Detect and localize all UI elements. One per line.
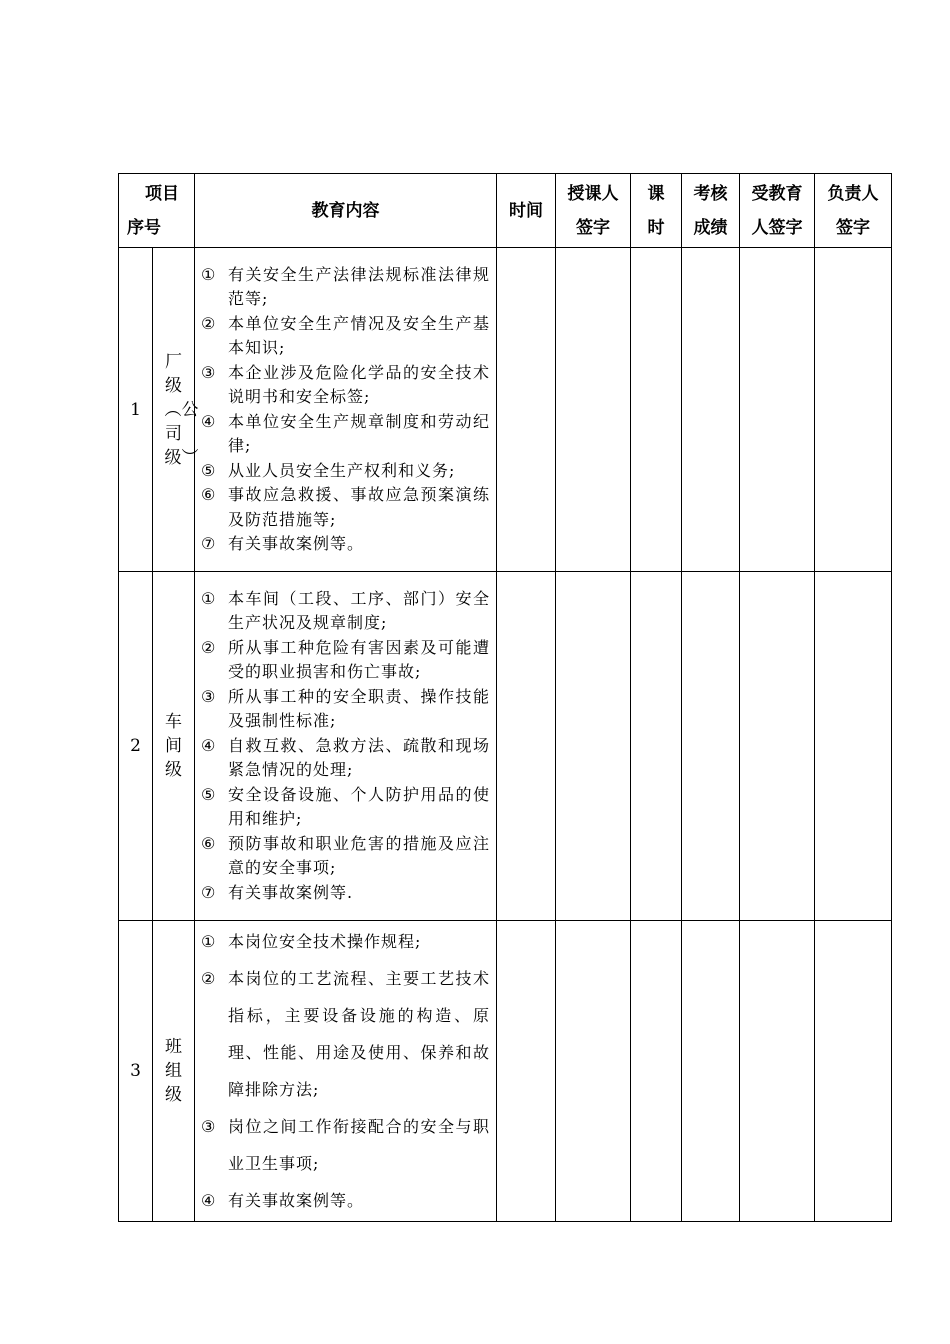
item-marker: ⑥ — [201, 485, 217, 504]
row-number: 1 — [119, 248, 153, 572]
row-level — [153, 572, 195, 921]
header-teacher-line2: 签字 — [576, 217, 610, 238]
hours-cell[interactable] — [631, 921, 682, 1222]
item-marker: ① — [201, 264, 217, 284]
table-row — [119, 921, 892, 1222]
header-hours-line2: 时 — [647, 217, 665, 238]
header-teacher-signature — [556, 174, 631, 248]
time-cell[interactable] — [497, 921, 556, 1222]
list-item — [201, 263, 490, 312]
item-marker: ② — [201, 969, 217, 988]
list-item — [201, 587, 490, 636]
item-text: 有关事故案例等。 — [228, 1191, 365, 1210]
list-item — [201, 960, 490, 1108]
exam-score-cell[interactable] — [682, 248, 740, 572]
teacher-signature-cell[interactable] — [556, 572, 631, 921]
item-text: 有关事故案例等。 — [228, 534, 365, 553]
item-text: 所从事工种的安全职责、操作技能及强制性标准; — [228, 686, 490, 731]
hours-cell[interactable] — [631, 248, 682, 572]
list-item — [201, 410, 490, 459]
list-item — [201, 1182, 490, 1219]
exam-score-cell[interactable] — [682, 572, 740, 921]
item-text: 所从事工种危险有害因素及可能遭受的职业损害和伤亡事故; — [228, 637, 490, 682]
teacher-signature-cell[interactable] — [556, 248, 631, 572]
list-item — [201, 923, 490, 960]
row-level-text: 班组级 — [165, 1037, 182, 1105]
row-level-text: 车间级 — [165, 712, 182, 780]
item-marker: ① — [201, 932, 217, 951]
header-hours-line1: 课 — [647, 183, 665, 204]
trainee-signature-cell[interactable] — [740, 248, 815, 572]
item-text: 事故应急救援、事故应急预案演练及防范措施等; — [228, 485, 490, 529]
item-text: 本车间（工段、工序、部门）安全生产状况及规章制度; — [228, 588, 490, 633]
item-text: 岗位之间工作衔接配合的安全与职业卫生事项; — [228, 1117, 490, 1173]
header-exam-line1: 考核 — [693, 183, 728, 204]
list-item — [201, 1108, 490, 1182]
item-text: 本单位安全生产规章制度和劳动纪律; — [228, 411, 490, 455]
item-text: 本岗位安全技术操作规程; — [228, 932, 422, 951]
item-marker: ③ — [201, 362, 217, 382]
item-marker: ② — [201, 313, 217, 333]
header-exam-score — [682, 174, 740, 248]
item-text: 本单位安全生产情况及安全生产基本知识; — [228, 313, 490, 357]
row-level-text: 厂级︵公司级︶ — [164, 351, 199, 468]
list-item — [201, 312, 490, 361]
manager-signature-cell[interactable] — [815, 572, 892, 921]
item-text: 有关事故案例等. — [228, 882, 354, 902]
header-exam-line2: 成绩 — [693, 217, 728, 238]
list-item — [201, 734, 490, 783]
item-marker: ⑦ — [201, 882, 217, 902]
item-text: 本企业涉及危险化学品的安全技术说明书和安全标签; — [228, 362, 490, 406]
table-row — [119, 248, 892, 572]
time-cell[interactable] — [497, 248, 556, 572]
trainee-signature-cell[interactable] — [740, 572, 815, 921]
time-cell[interactable] — [497, 572, 556, 921]
list-item — [201, 685, 490, 734]
item-marker: ② — [201, 637, 217, 657]
item-marker: ③ — [201, 686, 217, 706]
item-marker: ① — [201, 588, 217, 608]
row-level — [153, 248, 199, 572]
list-item — [201, 783, 490, 832]
item-text: 安全设备设施、个人防护用品的使用和维护; — [228, 784, 490, 829]
list-item — [201, 483, 490, 532]
header-teacher-line1: 授课人 — [567, 183, 619, 204]
item-marker: ⑤ — [201, 460, 217, 480]
list-item — [201, 636, 490, 685]
header-trainee-line2: 人签字 — [751, 217, 803, 238]
item-marker: ③ — [201, 1117, 217, 1136]
row-number: 2 — [119, 572, 153, 921]
item-marker: ④ — [201, 411, 217, 431]
header-trainee-line1: 受教育 — [751, 183, 803, 204]
row-number: 3 — [119, 921, 153, 1222]
list-item — [201, 832, 490, 881]
manager-signature-cell[interactable] — [815, 248, 892, 572]
item-marker: ⑤ — [201, 784, 217, 804]
item-text: 自救互救、急救方法、疏散和现场紧急情况的处理; — [228, 735, 490, 780]
item-marker: ⑥ — [201, 833, 217, 853]
table-row — [119, 572, 892, 921]
list-item — [201, 881, 490, 906]
item-marker: ④ — [201, 1191, 217, 1210]
header-manager-line2: 签字 — [836, 217, 870, 238]
list-item — [201, 361, 490, 410]
header-time: 时间 — [497, 174, 556, 248]
header-number-label: 序号 — [127, 217, 161, 238]
trainee-signature-cell[interactable] — [740, 921, 815, 1222]
hours-cell[interactable] — [631, 572, 682, 921]
header-manager-line1: 负责人 — [827, 183, 879, 204]
item-marker: ④ — [201, 735, 217, 755]
list-item — [201, 532, 490, 557]
row-content — [195, 572, 497, 921]
item-text: 有关安全生产法律法规标准法律规范等; — [228, 264, 490, 308]
header-hours — [631, 174, 682, 248]
manager-signature-cell[interactable] — [815, 921, 892, 1222]
header-content: 教育内容 — [195, 174, 497, 248]
header-row — [119, 174, 892, 248]
row-level — [153, 921, 195, 1222]
item-marker: ⑦ — [201, 534, 217, 553]
header-trainee-signature — [740, 174, 815, 248]
safety-education-table — [118, 173, 892, 1222]
teacher-signature-cell[interactable] — [556, 921, 631, 1222]
row-content — [195, 921, 497, 1222]
header-project-number — [119, 174, 195, 248]
header-project-label: 项目 — [145, 183, 179, 204]
list-item — [201, 459, 490, 484]
row-content — [195, 248, 497, 572]
item-text: 本岗位的工艺流程、主要工艺技术指标，主要设备设施的构造、原理、性能、用途及使用、保养和故障排除方法; — [228, 969, 490, 1099]
item-text: 预防事故和职业危害的措施及应注意的安全事项; — [228, 833, 490, 878]
exam-score-cell[interactable] — [682, 921, 740, 1222]
item-text: 从业人员安全生产权利和义务; — [228, 460, 456, 480]
header-manager-signature — [815, 174, 892, 248]
